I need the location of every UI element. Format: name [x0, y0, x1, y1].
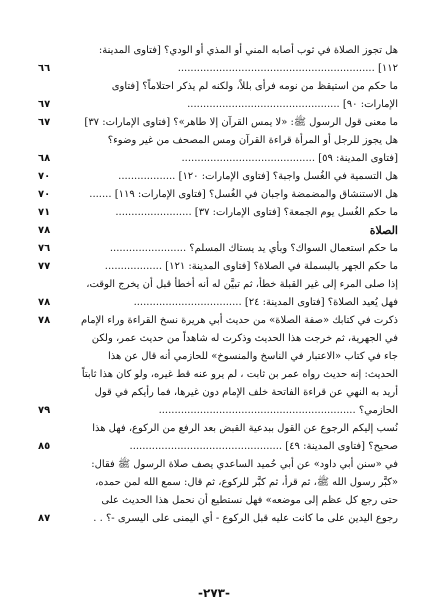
entry-page-number: ٦٧: [38, 99, 51, 110]
entry-text: ما حكم استعمال السواك؟ وبأي يد يستاك المسلم؟ ........................: [109, 243, 398, 254]
entry-page-number: ٧٨: [38, 225, 51, 236]
toc-entry: [38, 438, 398, 456]
entry-page-number: ٧٠: [38, 189, 51, 200]
section-heading-row: [38, 222, 398, 240]
page-number: -٢٧٣-: [198, 586, 230, 600]
entry-page-number: ٦٦: [38, 63, 51, 74]
toc-entry: [38, 150, 398, 168]
entry-page-number: ٧١: [38, 207, 51, 218]
entry-text: في «سنن أبي داود» عن أبي حُميد الساعدي يصف صلاة الرسول ﷺ فقال:: [91, 459, 398, 470]
toc-entry: [38, 384, 398, 402]
entry-text: الحازمي؟ ..............................................................: [158, 405, 398, 416]
entry-page-number: ٧٠: [38, 171, 51, 182]
toc-entry: [38, 276, 398, 294]
toc-entry: [38, 258, 398, 276]
entry-text: «كبَّر رسول الله ﷺ، ثم قرأ، ثم كبَّر للركوع، ثم قال: سمع الله لمن حمده،: [95, 477, 398, 488]
entry-text: ذكرت في كتابك «صفة الصلاة» من حديث أبي هريرة نسخ القراءة وراء الإمام: [80, 315, 398, 326]
entry-text: حتى رجع كل عظم إلى موضعه» فهل نستطيع أن نحمل هذا الحديث على: [101, 495, 398, 506]
entry-text: فهل يُعيد الصلاة؟ [فتاوى المدينة: ٢٤] ..................................: [133, 297, 398, 308]
entry-text: جاء في كتاب «الاعتبار في الناسخ والمنسوخ» للحازمي أنه قال عن هذا: [108, 351, 398, 362]
toc-entry: [38, 492, 398, 510]
entry-text: نُسب إليكم الرجوع عن القول ببدعية القبض بعد الرفع من الركوع، فهل هذا: [92, 423, 398, 434]
toc-entry: [38, 456, 398, 474]
entry-text: هل التسمية في الغُسل واجبة؟ [فتاوى الإمارات: ١٢٠] ..................: [118, 171, 398, 182]
entry-page-number: ٧٨: [38, 297, 51, 308]
toc-entry: [38, 348, 398, 366]
entry-text: هل يجوز للرجل أو المرأة قراءة القرآن ومس المصحف من غير وضوء؟: [107, 135, 398, 146]
entry-text: هل تجوز الصلاة في ثوب أصابه المني أو المذي أو الودي؟ [فتاوى المدينة:: [98, 45, 398, 56]
toc-entry: [38, 366, 398, 384]
entry-page-number: ٧٩: [38, 405, 51, 416]
entry-text: صحيح؟ [فتاوى المدينة: ٤٩] ................................................: [129, 441, 398, 452]
toc-entry: [38, 186, 398, 204]
entry-page-number: ٦٨: [38, 153, 51, 164]
toc-entry: [38, 60, 398, 78]
entry-text: [فتاوى المدينة: ٥٩] ..........................................: [181, 153, 398, 164]
toc-entry: [38, 420, 398, 438]
toc-entry: [38, 114, 398, 132]
table-of-contents: [38, 42, 398, 528]
entry-page-number: ٨٥: [38, 441, 51, 452]
entry-page-number: ٦٧: [38, 117, 51, 128]
entry-text: ما حكم الغُسل يوم الجمعة؟ [فتاوى الإمارات: ٣٧] ........................: [115, 207, 398, 218]
toc-entry: [38, 96, 398, 114]
toc-entry: [38, 168, 398, 186]
entry-text: إذا صلى المرء إلى غير القبلة خطأ، ثم تبيَّن له أنه أخطأ قبل أن يخرج الوقت،: [86, 279, 398, 290]
toc-entry: [38, 42, 398, 60]
entry-text: ١١٢] ..............................................................: [177, 63, 398, 74]
toc-entry: [38, 240, 398, 258]
toc-entry: [38, 204, 398, 222]
section-heading: الصلاة: [369, 224, 398, 237]
entry-text: ما حكم من استيقظ من نومه فرأى بللاً، ولكنه لم يذكر احتلاماً؟ [فتاوى: [111, 81, 398, 92]
entry-text: في الجهرية، ثم خرجت هذا الحديث وذكرت له شاهداً من حديث عمر، ولكن: [91, 333, 398, 344]
entry-text: ما معنى قول الرسول ﷺ: «لا يمس القرآن إلا طاهر»؟ [فتاوى الإمارات: ٣٧]: [84, 117, 398, 128]
entry-page-number: ٧٦: [38, 243, 51, 254]
entry-text: ما حكم الجهر بالبسملة في الصلاة؟ [فتاوى المدينة: ١٢١] ..................: [104, 261, 398, 272]
toc-entry: [38, 132, 398, 150]
toc-entry: [38, 330, 398, 348]
entry-page-number: ٧٨: [38, 315, 51, 326]
entry-page-number: ٧٧: [38, 261, 51, 272]
entry-text: الحديث: إنه حديث رواه عمر بن ثابت ، لم يرو عنه قط غيره، ولو كان هذا ثابتاً: [81, 369, 398, 380]
entry-text: الإمارات: ٩٠] ................................................: [187, 99, 398, 110]
toc-entry: [38, 78, 398, 96]
toc-entry: [38, 402, 398, 420]
entry-text: رجوع اليدين على ما كانت عليه قبل الركوع - أي اليمنى على اليسرى -؟ . .: [93, 513, 398, 524]
entry-text: أريد به النهي عن قراءة الفاتحة خلف الإمام دون غيرها، فما رأيكم في قول: [94, 387, 398, 398]
toc-entry: [38, 294, 398, 312]
toc-entry: [38, 312, 398, 330]
entry-page-number: ٨٧: [38, 513, 51, 524]
toc-entry: [38, 474, 398, 492]
entry-text: هل الاستنشاق والمضمضة واجبان في الغُسل؟ [فتاوى الإمارات: ١١٩] .......: [89, 189, 398, 200]
toc-entry: [38, 510, 398, 528]
